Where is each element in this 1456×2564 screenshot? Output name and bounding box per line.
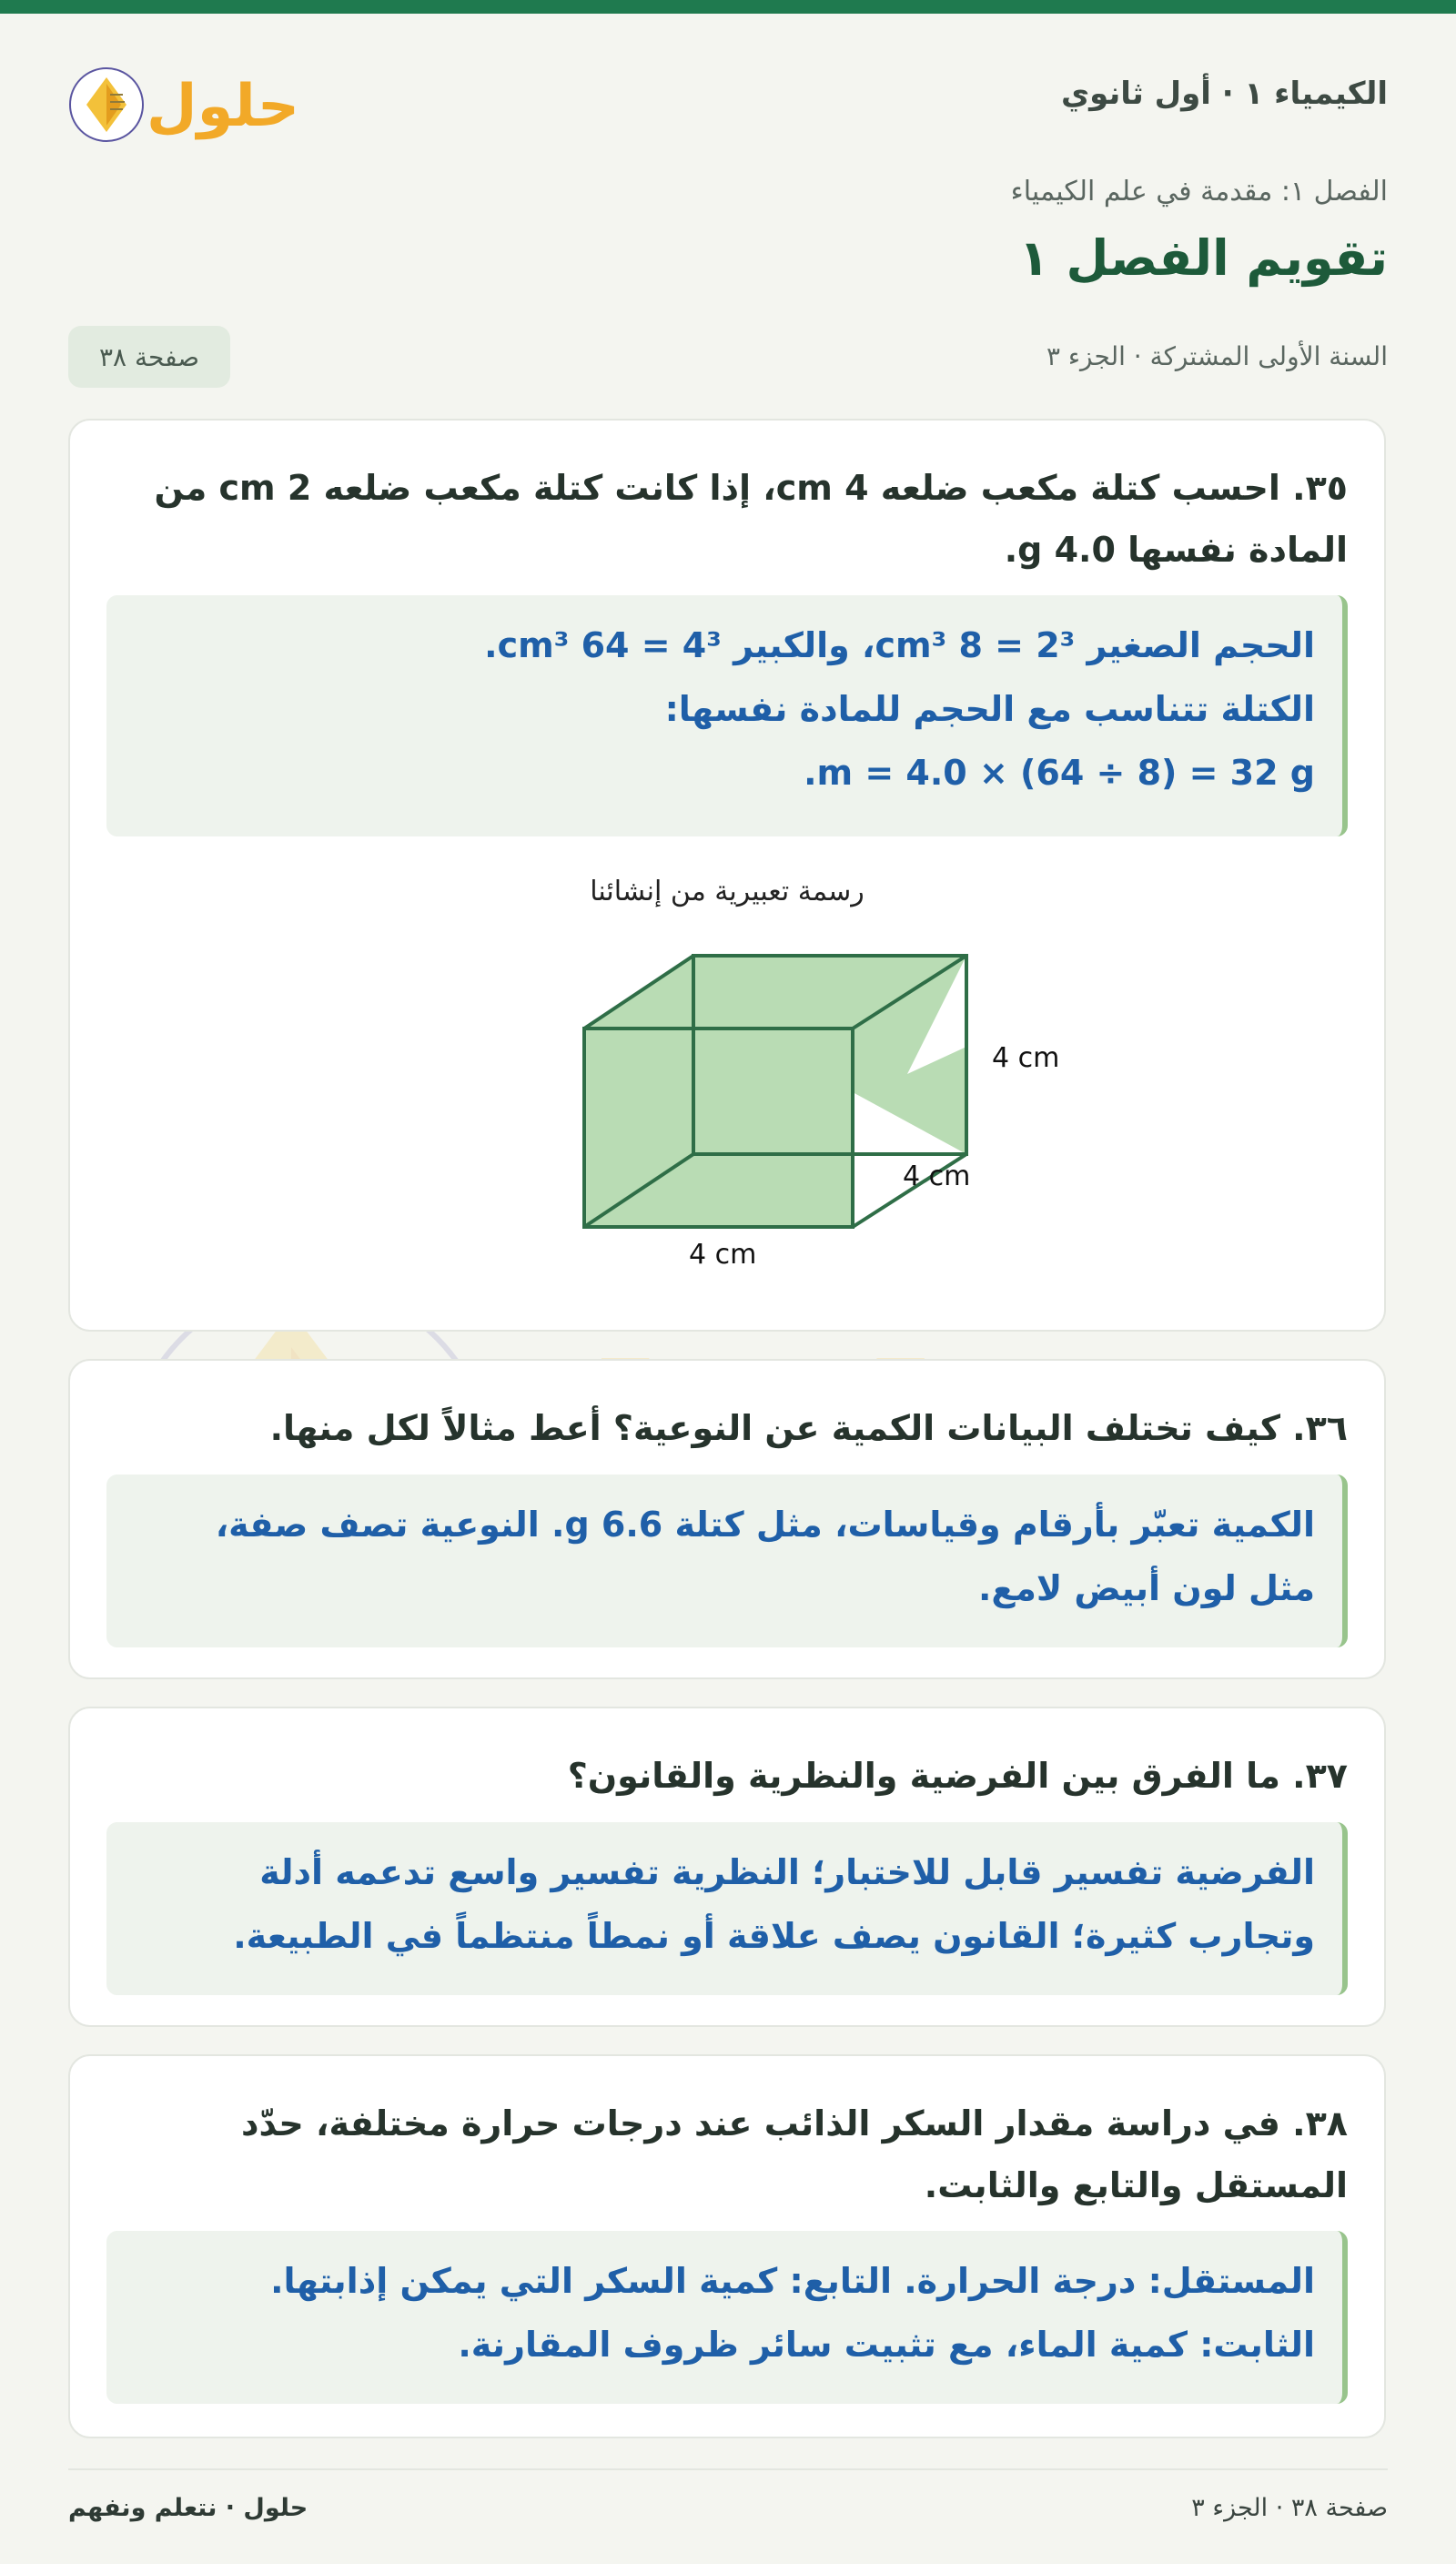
footer-divider: [68, 2468, 1388, 2470]
answer-box: [106, 1475, 1348, 1647]
question-text: ٣٧. ما الفرق بين الفرضية والنظرية والقانون؟: [567, 1756, 1348, 1796]
footer-brand: حلول · نتعلم ونفهم: [68, 2494, 308, 2522]
answer-line: m = 4.0 × (64 ÷ 8) = 32 g.: [804, 753, 1315, 793]
cube-illustration: [516, 937, 1098, 1265]
question-card-36: [68, 1359, 1386, 1679]
footer-page-info: صفحة ٣٨ · الجزء ٣: [1191, 2494, 1388, 2522]
question-text: ٣٨. في دراسة مقدار السكر الذائب عند درجات حرارة مختلفة، حدّد المستقل والتابع والثابت.: [240, 2103, 1348, 2205]
chapter-label: الفصل ١: مقدمة في علم الكيمياء: [1010, 176, 1388, 208]
page-badge: صفحة ٣٨: [68, 326, 230, 388]
answer-box: [106, 1822, 1348, 1995]
question-text: ٣٦. كيف تختلف البيانات الكمية عن النوعية؟ أعط مثالاً لكل منها.: [269, 1408, 1348, 1448]
question-card-35: [68, 419, 1386, 1332]
height-label: 4 cm: [992, 1042, 1060, 1074]
answer-line: الكمية تعبّر بأرقام وقياسات، مثل كتلة 6.6 g. النوعية تصف صفة،: [215, 1505, 1315, 1545]
page-title: تقويم الفصل ١: [1018, 229, 1388, 287]
answer-box: [106, 2231, 1348, 2404]
logo-text: حلول: [147, 73, 299, 140]
width-label: 4 cm: [689, 1239, 757, 1265]
page-header: [68, 50, 1388, 150]
top-accent-bar: [0, 0, 1456, 14]
question-text: ٣٥. احسب كتلة مكعب ضلعه 4 cm، إذا كانت كتلة مكعب ضلعه 2 cm من المادة نفسها 4.0 g.: [154, 468, 1348, 570]
answer-line: المستقل: درجة الحرارة. التابع: كمية السكر التي يمكن إذابتها.: [270, 2261, 1315, 2301]
question-card-38: [68, 2054, 1386, 2438]
site-logo[interactable]: [68, 64, 305, 146]
question-card-37: [68, 1707, 1386, 2027]
answer-line: الحجم الصغير 2³ = 8 cm³، والكبير 4³ = 64 cm³.: [484, 625, 1315, 665]
cube-front-face: [584, 1029, 853, 1227]
answer-line: مثل لون أبيض لامع.: [977, 1568, 1315, 1608]
answer-line: الفرضية تفسير قابل للاختبار؛ النظرية تفسير واسع تدعمه أدلة: [259, 1852, 1315, 1892]
answer-line: الثابت: كمية الماء، مع تثبيت سائر ظروف المقارنة.: [458, 2325, 1315, 2365]
answer-line: الكتلة تتناسب مع الحجم للمادة نفسها:: [664, 689, 1315, 729]
figure-caption: رسمة تعبيرية من إنشائنا: [590, 876, 864, 907]
course-title: الكيمياء ١ · أول ثانوي: [1061, 76, 1388, 112]
answer-line: وتجارب كثيرة؛ القانون يصف علاقة أو نمطاً منتظماً في الطبيعة.: [233, 1916, 1315, 1956]
answer-box: [106, 595, 1348, 836]
depth-label: 4 cm: [903, 1160, 971, 1192]
book-meta: السنة الأولى المشتركة · الجزء ٣: [1046, 341, 1388, 371]
